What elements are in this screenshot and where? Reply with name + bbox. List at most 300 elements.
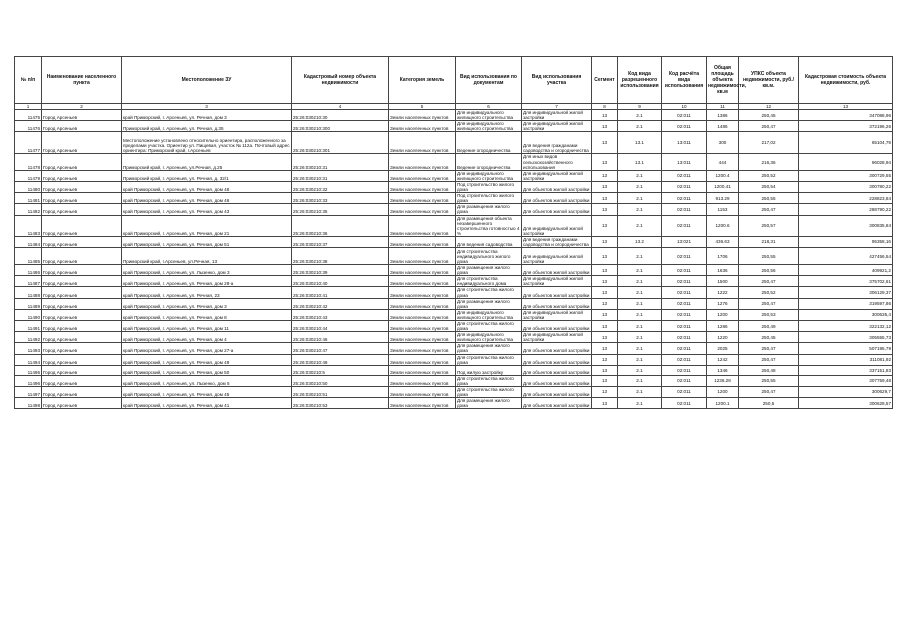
settlement-name: Город Арсеньев [42,343,122,354]
use-by-documents: Для индивидуального жилищного строительства [456,309,522,320]
plot-use: Для ведения гражданами садоводства и огородничества [522,132,592,154]
land-location: край Приморский, г. Арсеньев, ул. Речная, дом 28-а [122,276,292,287]
cadastral-value: 288790,22 [799,204,893,215]
permitted-use-code: 2.1 [618,193,662,204]
calc-use-code: 13:011 [662,132,707,154]
segment: 13 [592,110,618,121]
calc-use-code: 02:011 [662,248,707,265]
area: 1200.4 [707,170,739,181]
specific-cadastral-value: 250,47 [739,343,799,354]
area: 1236.28 [707,375,739,386]
calc-use-code: 13:011 [662,154,707,170]
settlement-name: Город Арсеньев [42,265,122,276]
settlement-name: Город Арсеньев [42,132,122,154]
land-location: край Приморский, г. Арсеньев, ул. Речная, дом 50 [122,365,292,375]
plot-use: Для индивидуальной жилой застройки [522,121,592,132]
calc-use-code: 02:011 [662,170,707,181]
area: 2025 [707,343,739,354]
use-by-documents: Для индивидуального жилищного строительства [456,332,522,343]
cadastral-value: 311081,92 [799,354,893,365]
permitted-use-code: 2.1 [618,170,662,181]
use-by-documents: Под жилую застройку [456,365,522,375]
plot-use: Для индивидуальной жилой застройки [522,110,592,121]
table-row [15,248,893,265]
specific-cadastral-value: 250,47 [739,298,799,309]
area: 444 [707,154,739,170]
land-category: Земли населенных пунктов [389,121,456,132]
table-row [15,193,893,204]
cadastral-value: 300729,55 [799,170,893,181]
land-location: край Приморский, г. Арсеньев, ул. Речная, дом 46 [122,193,292,204]
settlement-name: Город Арсеньев [42,204,122,215]
permitted-use-code: 2.1 [618,321,662,332]
row-number: 11489 [15,298,42,309]
permitted-use-code: 2.1 [618,386,662,397]
settlement-name: Город Арсеньев [42,110,122,121]
specific-cadastral-value: 250,55 [739,193,799,204]
table-row [15,354,893,365]
use-by-documents: Для строительства жилого дома [456,354,522,365]
table-row [15,204,893,215]
table-body [15,104,893,409]
header-cell: Наименование населенного пункта [42,57,122,104]
row-number: 11491 [15,321,42,332]
plot-use: Для объектов жилой застройки [522,365,592,375]
header-cell: Вид использования по документам [456,57,522,104]
use-by-documents: Под строительство жилого дома [456,193,522,204]
cadastral-value: 300628,57 [799,398,893,409]
land-location: край Приморский, г. Арсеньев, ул. Речная, дом 48 [122,181,292,192]
plot-use: Для индивидуальной жилой застройки [522,215,592,236]
table-row [15,375,893,386]
land-location: Местоположение установлено относительно ориентира, расположенного за пределами участка. Ориентир ул. Пищевая, участок № 112а. Почтовый адрес ориентира: Приморский край, г.Арсеньев [122,132,292,154]
calc-use-code: 02:011 [662,181,707,192]
use-by-documents: Для строительства индивидуального жилого дома [456,248,522,265]
use-by-documents: Для строительства жилого дома [456,375,522,386]
plot-use: Для объектов жилой застройки [522,265,592,276]
row-number: 11484 [15,236,42,247]
area: 1220 [707,332,739,343]
land-location: край Приморский, г. Арсеньев, ул. Речная, дом 11 [122,321,292,332]
permitted-use-code: 13.1 [618,154,662,170]
calc-use-code: 02:011 [662,375,707,386]
plot-use: Для индивидуальной жилой застройки [522,276,592,287]
settlement-name: Город Арсеньев [42,375,122,386]
settlement-name: Город Арсеньев [42,276,122,287]
cadastral-sheet [14,56,892,409]
area: 1153 [707,204,739,215]
settlement-name: Город Арсеньев [42,236,122,247]
area: 300 [707,132,739,154]
specific-cadastral-value: 250,55 [739,375,799,386]
calc-use-code: 02:011 [662,110,707,121]
cadastral-value: 372196,26 [799,121,893,132]
permitted-use-code: 13.1 [618,132,662,154]
land-location: край Приморский, г. Арсеньев, ул. Речная, дом 27-а [122,343,292,354]
land-location: край Приморский, г. Арсеньев, ул. Речная, дом 43 [122,204,292,215]
segment: 13 [592,309,618,320]
cadastral-value: 337151,83 [799,365,893,375]
use-by-documents: Ведение огородничества [456,132,522,154]
land-category: Земли населенных пунктов [389,170,456,181]
land-location: край Приморский, г. Арсеньев, ул. Речная, дом 4 [122,332,292,343]
calc-use-code: 02:011 [662,332,707,343]
land-location: Приморский край, г.Арсеньев, ул.Речная, 13 [122,248,292,265]
header-cell: № п/п [15,57,42,104]
calc-use-code: 02:011 [662,321,707,332]
plot-use: Для объектов жилой застройки [522,354,592,365]
row-number: 11477 [15,132,42,154]
cadastral-number: 25:26:030210:44 [292,321,389,332]
permitted-use-code: 2.1 [618,375,662,386]
segment: 13 [592,332,618,343]
area: 1276 [707,298,739,309]
land-category: Земли населенных пунктов [389,204,456,215]
row-number: 11498 [15,398,42,409]
calc-use-code: 02:011 [662,365,707,375]
specific-cadastral-value: 250,47 [739,204,799,215]
plot-use: Для объектов жилой застройки [522,386,592,397]
settlement-name: Город Арсеньев [42,287,122,298]
use-by-documents: Для размещения жилого дома [456,343,522,354]
land-category: Земли населенных пунктов [389,154,456,170]
segment: 13 [592,298,618,309]
plot-use: Для объектов жилой застройки [522,193,592,204]
table-row [15,215,893,236]
specific-cadastral-value: 250,47 [739,121,799,132]
plot-use: Для объектов жилой застройки [522,181,592,192]
cadastral-number: 25:26:030210:42 [292,298,389,309]
settlement-name: Город Арсеньев [42,298,122,309]
permitted-use-code: 2.1 [618,204,662,215]
table-row [15,386,893,397]
specific-cadastral-value: 250,49 [739,321,799,332]
cadastral-number: 25:26:030210:30 [292,110,389,121]
plot-use: Для объектов жилой застройки [522,375,592,386]
permitted-use-code: 2.1 [618,365,662,375]
permitted-use-code: 2.1 [618,181,662,192]
land-category: Земли населенных пунктов [389,265,456,276]
land-category: Земли населенных пунктов [389,375,456,386]
use-by-documents: Для строительства индивидуального дома [456,276,522,287]
settlement-name: Город Арсеньев [42,181,122,192]
header-cell: Кадастровый номер объекта недвижимости [292,57,389,104]
specific-cadastral-value: 250,47 [739,276,799,287]
row-number: 11496 [15,375,42,386]
segment: 13 [592,181,618,192]
row-number: 11485 [15,248,42,265]
cadastral-value: 507195,79 [799,343,893,354]
use-by-documents: Для индивидуального жилищного строительства [456,121,522,132]
cadastral-value: 307759,48 [799,375,893,386]
plot-use: Для индивидуальной жилой застройки [522,170,592,181]
calc-use-code: 02:011 [662,398,707,409]
cadastral-number: 25:26:030210:50 [292,375,389,386]
header-cell: УПКС объекта недвижимости, руб./кв.м. [739,57,799,104]
area: 1346 [707,365,739,375]
segment: 13 [592,321,618,332]
cadastral-number: 25:26:030210:31 [292,170,389,181]
land-category: Земли населенных пунктов [389,354,456,365]
row-number: 11492 [15,332,42,343]
area: 1636 [707,265,739,276]
land-location: край Приморский, г. Арсеньев, ул. Речная, 23 [122,287,292,298]
land-location: край Приморский, г. Арсеньев, ул. Речная, дом 8 [122,309,292,320]
cadastral-number: 25:26:030210:37 [292,236,389,247]
segment: 13 [592,204,618,215]
area: 1242 [707,354,739,365]
cadastral-number: 25:26:030210:47 [292,343,389,354]
calc-use-code: 02:011 [662,309,707,320]
table-row [15,121,893,132]
plot-use: Для индивидуальной жилой застройки [522,332,592,343]
area: 436.63 [707,236,739,247]
cadastral-value: 319597,86 [799,298,893,309]
segment: 13 [592,386,618,397]
table-row [15,365,893,375]
table-row [15,132,893,154]
table-row [15,181,893,192]
column-number: 11 [707,104,739,110]
specific-cadastral-value: 250,57 [739,215,799,236]
cadastral-number: 25:26:030210:38 [292,248,389,265]
area: 1200 [707,386,739,397]
calc-use-code: 02:011 [662,386,707,397]
table-row [15,265,893,276]
settlement-name: Город Арсеньев [42,365,122,375]
cadastral-number: 25:26:030210:43 [292,309,389,320]
land-category: Земли населенных пунктов [389,287,456,298]
specific-cadastral-value: 250,45 [739,110,799,121]
row-number: 11487 [15,276,42,287]
cadastral-number: 25:26:030210:33 [292,193,389,204]
cadastral-value: 300635,4 [799,309,893,320]
header-cell: Код расчёта вида использования [662,57,707,104]
row-number: 11497 [15,386,42,397]
settlement-name: Город Арсеньев [42,121,122,132]
land-location: край Приморский, г. Арсеньев, ул. Речная, дом 3 [122,110,292,121]
calc-use-code: 02:011 [662,265,707,276]
permitted-use-code: 2.1 [618,309,662,320]
area: 1200 [707,309,739,320]
land-category: Земли населенных пунктов [389,132,456,154]
land-location: край Приморский, г. Арсеньев, ул. Лызенко, дом 5 [122,375,292,386]
row-number: 11482 [15,204,42,215]
row-number: 11493 [15,343,42,354]
use-by-documents: Ведение огородничества [456,154,522,170]
header-row [15,57,893,104]
land-category: Земли населенных пунктов [389,276,456,287]
land-location: Приморский край, г. Арсеньев, ул. Речная, д. 32/1 [122,170,292,181]
cadastral-value: 427456,54 [799,248,893,265]
header-cell: Местоположение ЗУ [122,57,292,104]
land-category: Земли населенных пунктов [389,398,456,409]
permitted-use-code: 2.1 [618,265,662,276]
cadastral-number: 25:26:030210:301 [292,132,389,154]
use-by-documents: Для размещения жилого дома [456,204,522,215]
calc-use-code: 02:011 [662,298,707,309]
table-row [15,398,893,409]
area: 913.29 [707,193,739,204]
segment: 13 [592,343,618,354]
use-by-documents: Для индивидуального жилищного строительства [456,110,522,121]
settlement-name: Город Арсеньев [42,154,122,170]
use-by-documents: Для ведения садоводства [456,236,522,247]
specific-cadastral-value: 250,5 [739,398,799,409]
column-number: 1 [15,104,42,110]
use-by-documents: Для размещения объекта незавершенного строительства готовностью 4 % [456,215,522,236]
use-by-documents: Для размещения жилого дома [456,298,522,309]
table-row [15,332,893,343]
permitted-use-code: 2.1 [618,276,662,287]
row-number: 11481 [15,193,42,204]
land-category: Земли населенных пунктов [389,309,456,320]
cadastral-table [14,56,893,409]
segment: 13 [592,287,618,298]
land-location: край Приморский, г. Арсеньев, ул. Речная, дом 21 [122,215,292,236]
permitted-use-code: 2.1 [618,110,662,121]
cadastral-number: 25:26:030210:39 [292,265,389,276]
area: 1386 [707,110,739,121]
segment: 13 [592,398,618,409]
calc-use-code: 02:011 [662,121,707,132]
header-cell: Общая площадь объекта недвижимости, кв.м [707,57,739,104]
cadastral-number: 25:26:030210:41 [292,287,389,298]
cadastral-number: 25:26:030210:53 [292,398,389,409]
specific-cadastral-value: 216,36 [739,154,799,170]
land-category: Земли населенных пунктов [389,332,456,343]
segment: 13 [592,248,618,265]
calc-use-code: 02:011 [662,343,707,354]
segment: 13 [592,170,618,181]
column-number: 4 [292,104,389,110]
row-number: 11488 [15,287,42,298]
settlement-name: Город Арсеньев [42,309,122,320]
calc-use-code: 02:011 [662,215,707,236]
segment: 13 [592,121,618,132]
settlement-name: Город Арсеньев [42,248,122,265]
cadastral-value: 95358,16 [799,236,893,247]
column-number: 2 [42,104,122,110]
land-category: Земли населенных пунктов [389,298,456,309]
calc-use-code: 13:021 [662,236,707,247]
settlement-name: Город Арсеньев [42,332,122,343]
row-number: 11495 [15,365,42,375]
column-number: 8 [592,104,618,110]
land-location: край Приморский, г. Арсеньев, ул. Речная, дом 41 [122,398,292,409]
permitted-use-code: 2.1 [618,121,662,132]
land-location: край Приморский, г. Арсеньев, ул. Речная, дом 45 [122,386,292,397]
specific-cadastral-value: 250,54 [739,181,799,192]
cadastral-number: 25:26:030210:5 [292,365,389,375]
segment: 13 [592,215,618,236]
segment: 13 [592,365,618,375]
table-row [15,110,893,121]
settlement-name: Город Арсеньев [42,215,122,236]
row-number: 11494 [15,354,42,365]
use-by-documents: Для размещения жилого дома [456,398,522,409]
table-row [15,309,893,320]
calc-use-code: 02:011 [662,276,707,287]
table-row [15,276,893,287]
settlement-name: Город Арсеньев [42,193,122,204]
permitted-use-code: 2.1 [618,298,662,309]
land-category: Земли населенных пунктов [389,321,456,332]
area: 1486 [707,121,739,132]
specific-cadastral-value: 250,53 [739,309,799,320]
use-by-documents: Для индивидуального жилищного строительства [456,170,522,181]
permitted-use-code: 2.1 [618,287,662,298]
land-category: Земли населенных пунктов [389,181,456,192]
specific-cadastral-value: 250,52 [739,287,799,298]
permitted-use-code: 13.2 [618,236,662,247]
cadastral-number: 25:26:030210:49 [292,354,389,365]
settlement-name: Город Арсеньев [42,398,122,409]
cadastral-value: 305555,73 [799,332,893,343]
land-location: край Приморский, г. Арсеньев, ул. Речная, дом 51 [122,236,292,247]
plot-use: Для индивидуальной жилой застройки [522,309,592,320]
land-category: Земли населенных пунктов [389,110,456,121]
segment: 13 [592,276,618,287]
area: 1706 [707,248,739,265]
table-row [15,287,893,298]
plot-use: Для иных видов сельскохозяйственного использования [522,154,592,170]
table-row [15,154,893,170]
table-row [15,170,893,181]
segment: 13 [592,193,618,204]
plot-use: Для объектов жилой застройки [522,298,592,309]
header-cell: Категория земель [389,57,456,104]
plot-use: Для индивидуальной жилой застройки [522,248,592,265]
cadastral-value: 300835,84 [799,215,893,236]
plot-use: Для объектов жилой застройки [522,321,592,332]
use-by-documents: Для строительства жилого дома [456,287,522,298]
column-number: 12 [739,104,799,110]
settlement-name: Город Арсеньев [42,321,122,332]
cadastral-number: 25:26:030210:40 [292,276,389,287]
row-number: 11490 [15,309,42,320]
land-category: Земли населенных пунктов [389,386,456,397]
cadastral-value: 300780,22 [799,181,893,192]
column-number: 7 [522,104,592,110]
cadastral-value: 409921,2 [799,265,893,276]
table-row [15,236,893,247]
header-cell: Кадастровая стоимость объекта недвижимости, руб. [799,57,893,104]
cadastral-number: 25:26:030210:35 [292,204,389,215]
cadastral-number: 25:26:030210:32 [292,181,389,192]
row-number: 11475 [15,110,42,121]
row-number: 11483 [15,215,42,236]
settlement-name: Город Арсеньев [42,354,122,365]
specific-cadastral-value: 217,02 [739,132,799,154]
plot-use: Для объектов жилой застройки [522,398,592,409]
land-location: край Приморский, г. Арсеньев, ул. Речная, дом 3 [122,298,292,309]
area: 1200.1 [707,398,739,409]
row-number: 11479 [15,170,42,181]
plot-use: Для объектов жилой застройки [522,343,592,354]
plot-use: Для объектов жилой застройки [522,287,592,298]
cadastral-value: 306129,37 [799,287,893,298]
specific-cadastral-value: 218,31 [739,236,799,247]
specific-cadastral-value: 250,47 [739,354,799,365]
specific-cadastral-value: 250,56 [739,265,799,276]
land-category: Земли населенных пунктов [389,343,456,354]
cadastral-value: 228823,84 [799,193,893,204]
land-category: Земли населенных пунктов [389,248,456,265]
column-number: 6 [456,104,522,110]
row-number: 11480 [15,181,42,192]
column-number: 9 [618,104,662,110]
